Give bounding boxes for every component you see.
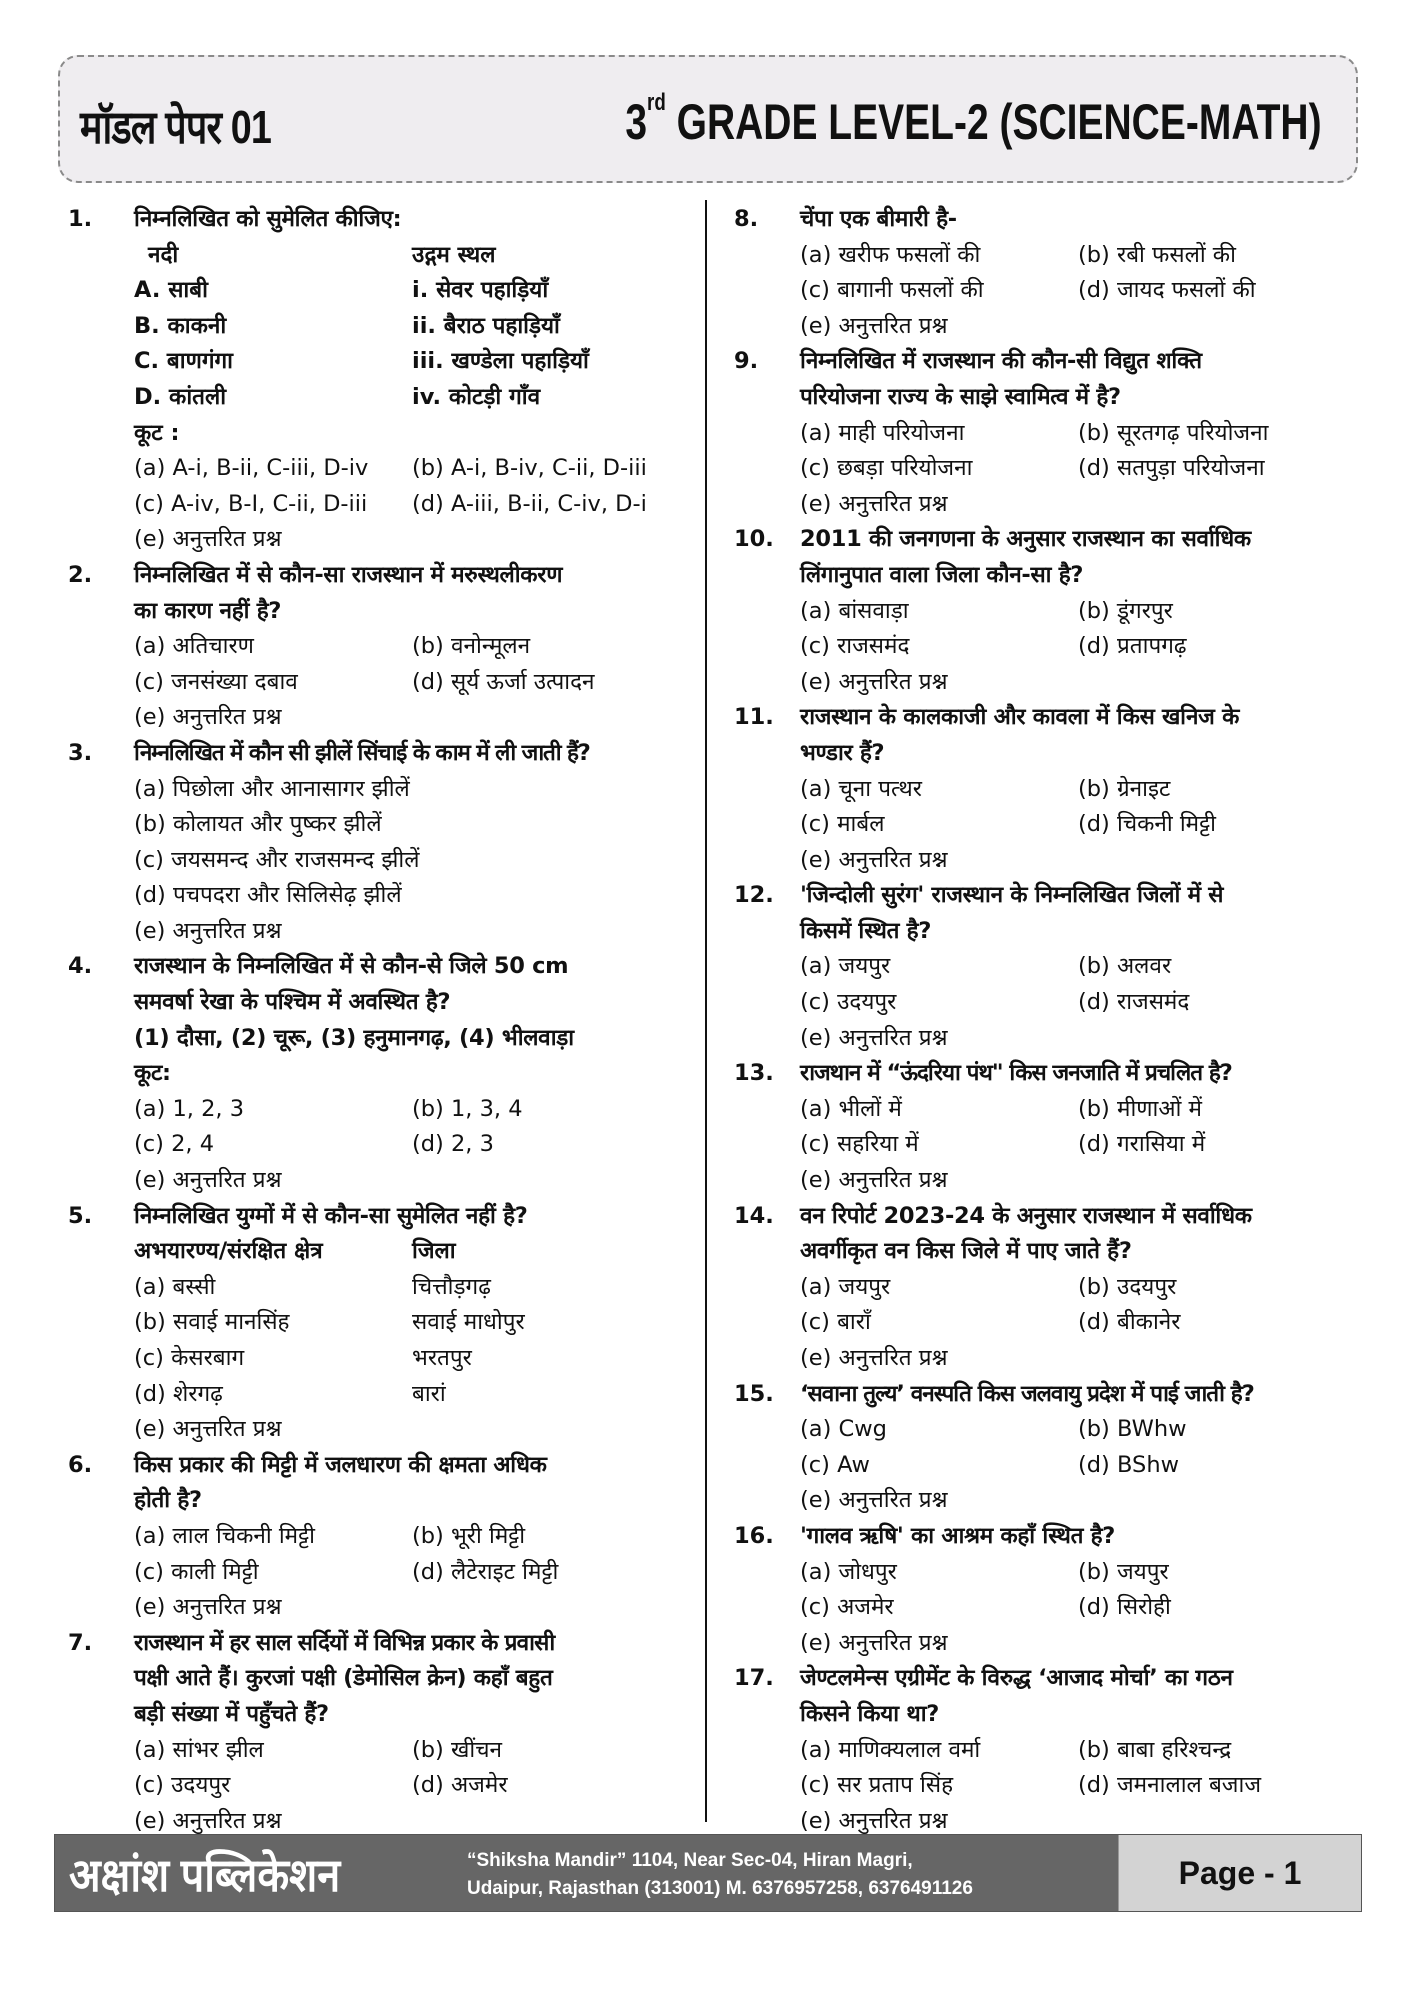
question-15: [726, 1377, 1356, 1519]
option-d[interactable]: (d) शेरगढ़: [134, 1380, 223, 1407]
option-b[interactable]: (b) 1, 3, 4: [412, 1095, 523, 1122]
grade-suffix: rd: [647, 89, 667, 116]
option-a[interactable]: (a) 1, 2, 3: [134, 1095, 245, 1122]
option-c[interactable]: (c) सहरिया में: [800, 1131, 919, 1158]
option-c[interactable]: (c) उदयपुर: [800, 989, 897, 1016]
option-c[interactable]: (c) बाराँ: [800, 1309, 871, 1336]
page-number: Page - 1: [1118, 1835, 1361, 1911]
question-text: राजस्थान के कालकाजी और कावला में किस खनिज के: [800, 704, 1240, 731]
option-c[interactable]: (c) अजमेर: [800, 1594, 894, 1621]
option-d[interactable]: (d) सूर्य ऊर्जा उत्पादन: [412, 668, 595, 695]
option-e[interactable]: (e) अनुत्तरित प्रश्न: [800, 668, 948, 695]
pair-district: सवाई माधोपुर: [412, 1309, 525, 1336]
match-item: iii. खण्डेला पहाड़ियाँ: [412, 348, 589, 375]
question-number: 3.: [68, 739, 93, 766]
column-b-heading: उद्गम स्थल: [412, 241, 496, 268]
option-c[interactable]: (c) सर प्रताप सिंह: [800, 1772, 954, 1799]
option-c[interactable]: (c) 2, 4: [134, 1131, 215, 1158]
option-a[interactable]: (a) माणिक्यलाल वर्मा: [800, 1736, 981, 1763]
option-a[interactable]: (a) Cwg: [800, 1416, 887, 1443]
option-b[interactable]: (b) कोलायत और पुष्कर झीलें: [134, 811, 382, 838]
question-14: [726, 1199, 1356, 1377]
option-b[interactable]: (b) BWhw: [1078, 1416, 1187, 1443]
option-e[interactable]: (e) अनुत्तरित प्रश्न: [134, 1594, 282, 1621]
column-a-heading: अभयारण्य/संरक्षित क्षेत्र: [134, 1238, 323, 1265]
option-e[interactable]: (e) अनुत्तरित प्रश्न: [800, 1629, 948, 1656]
question-text: राजस्थान के निम्नलिखित में से कौन-से जिले 50 cm: [134, 953, 569, 980]
option-b[interactable]: (b) सूरतगढ़ परियोजना: [1078, 419, 1269, 446]
question-number: 17.: [734, 1665, 774, 1692]
option-e[interactable]: (e) अनुत्तरित प्रश्न: [134, 1167, 282, 1194]
question-text: भण्डार हैं?: [800, 739, 885, 766]
option-e[interactable]: (e) अनुत्तरित प्रश्न: [800, 490, 948, 517]
question-text: निम्नलिखित में कौन सी झीलें सिंचाई के काम में ली जाती हैं?: [134, 739, 590, 766]
question-number: 11.: [734, 704, 774, 731]
page-header: [58, 55, 1358, 183]
option-b[interactable]: (b) डूंगरपुर: [1078, 597, 1173, 624]
option-b[interactable]: (b) मीणाओं में: [1078, 1095, 1202, 1122]
question-text: वन रिपोर्ट 2023-24 के अनुसार राजस्थान में सर्वाधिक: [800, 1202, 1252, 1229]
question-text: का कारण नहीं है?: [134, 597, 282, 624]
option-c[interactable]: (c) Aw: [800, 1451, 870, 1478]
option-d[interactable]: (d) अजमेर: [412, 1772, 508, 1799]
option-e[interactable]: (e) अनुत्तरित प्रश्न: [800, 1487, 948, 1514]
koot-label: कूट :: [134, 419, 180, 446]
option-c[interactable]: (c) केसरबाग: [134, 1345, 245, 1371]
grade-level-text: GRADE LEVEL-2 (SCIENCE-MATH): [666, 94, 1322, 150]
pair-district: चित्तौड़गढ़: [412, 1273, 491, 1300]
question-text: किसने किया था?: [800, 1700, 940, 1727]
option-e[interactable]: (e) अनुत्तरित प्रश्न: [134, 1807, 282, 1834]
option-b[interactable]: (b) सवाई मानसिंह: [134, 1309, 290, 1336]
option-e[interactable]: (e) अनुत्तरित प्रश्न: [800, 1167, 948, 1194]
option-c[interactable]: (c) उदयपुर: [134, 1772, 231, 1799]
option-d[interactable]: (d) जमनालाल बजाज: [1078, 1772, 1262, 1799]
page-footer: [54, 1834, 1362, 1912]
question-4: [60, 949, 690, 1198]
option-d[interactable]: (d) पचपदरा और सिलिसेढ़ झीलें: [134, 882, 402, 909]
option-c[interactable]: (c) A-iv, B-I, C-ii, D-iii: [134, 490, 368, 517]
publisher-address: [467, 1847, 973, 1903]
column-divider: [705, 200, 707, 1822]
option-c[interactable]: (c) मार्बल: [800, 811, 885, 838]
question-text: लिंगानुपात वाला जिला कौन-सा है?: [800, 561, 1084, 588]
question-number: 12.: [734, 882, 774, 909]
option-a[interactable]: (a) बांसवाड़ा: [800, 597, 909, 624]
question-9: [726, 344, 1356, 522]
match-item: iv. कोटड़ी गाँव: [412, 383, 541, 410]
question-text: निम्नलिखित युग्मों में से कौन-सा सुमेलित नहीं है?: [134, 1202, 528, 1229]
question-17: [726, 1661, 1356, 1839]
option-d[interactable]: (d) लैटेराइट मिट्टी: [412, 1558, 559, 1585]
option-b[interactable]: (b) ग्रेनाइट: [1078, 775, 1171, 802]
option-e[interactable]: (e) अनुत्तरित प्रश्न: [800, 312, 948, 339]
option-e[interactable]: (e) अनुत्तरित प्रश्न: [134, 704, 282, 731]
option-d[interactable]: (d) जायद फसलों की: [1078, 277, 1256, 304]
option-d[interactable]: (d) बीकानेर: [1078, 1309, 1181, 1336]
question-3: [60, 736, 690, 950]
question-number: 6.: [68, 1451, 93, 1478]
question-8: [726, 202, 1356, 344]
match-item: A. साबी: [134, 277, 208, 304]
option-b[interactable]: (b) भूरी मिट्टी: [412, 1522, 526, 1549]
option-c[interactable]: (c) जनसंख्या दबाव: [134, 668, 298, 695]
option-b[interactable]: (b) खींचन: [412, 1736, 502, 1763]
question-text: पक्षी आते हैं। कुरजां पक्षी (डेमोसिल क्रेन) कहाँ बहुत: [134, 1665, 553, 1692]
question-number: 15.: [734, 1380, 774, 1407]
question-text: बड़ी संख्या में पहुँचते हैं?: [134, 1700, 329, 1727]
option-b[interactable]: (b) A-i, B-iv, C-ii, D-iii: [412, 455, 647, 482]
question-text: निम्नलिखित में राजस्थान की कौन-सी विद्युत शक्ति: [800, 348, 1202, 375]
option-a[interactable]: (a) माही परियोजना: [800, 419, 965, 446]
option-d[interactable]: (d) चिकनी मिट्टी: [1078, 811, 1216, 838]
option-e[interactable]: (e) अनुत्तरित प्रश्न: [134, 526, 282, 553]
question-text: चेंपा एक बीमारी है-: [800, 206, 957, 232]
question-13: [726, 1056, 1356, 1198]
option-a[interactable]: (a) लाल चिकनी मिट्टी: [134, 1522, 315, 1549]
left-column: [60, 202, 690, 1839]
grade-level-title: [625, 89, 1322, 151]
question-text: निम्नलिखित में से कौन-सा राजस्थान में मरुस्थलीकरण: [134, 561, 563, 588]
address-line-2: Udaipur, Rajasthan (313001) M. 6376957258, 6376491126: [467, 1878, 973, 1899]
option-e[interactable]: (e) अनुत्तरित प्रश्न: [134, 1416, 282, 1443]
option-b[interactable]: (b) उदयपुर: [1078, 1273, 1177, 1300]
option-c[interactable]: (c) छबड़ा परियोजना: [800, 455, 973, 482]
option-b[interactable]: (b) वनोन्मूलन: [412, 633, 531, 660]
option-d[interactable]: (d) गरासिया में: [1078, 1131, 1206, 1158]
match-item: i. सेवर पहाड़ियाँ: [412, 277, 549, 304]
model-paper-title: मॉडल पेपर 01: [80, 101, 272, 153]
question-text: किसमें स्थित है?: [800, 917, 932, 944]
match-item: ii. बैराठ पहाड़ियाँ: [412, 312, 560, 339]
option-d[interactable]: (d) सिरोही: [1078, 1594, 1171, 1621]
question-1: [60, 202, 690, 558]
publisher-logo: अक्षांश पब्लिकेशन: [69, 1849, 341, 1901]
question-10: [726, 522, 1356, 700]
option-a[interactable]: (a) भीलों में: [800, 1095, 902, 1122]
option-c[interactable]: (c) राजसमंद: [800, 633, 910, 660]
question-2: [60, 558, 690, 736]
option-a[interactable]: (a) पिछोला और आनासागर झीलें: [134, 775, 410, 802]
option-d[interactable]: (d) प्रतापगढ़: [1078, 633, 1187, 660]
question-number: 4.: [68, 953, 93, 980]
option-a[interactable]: (a) सांभर झील: [134, 1736, 264, 1763]
question-text: होती है?: [134, 1487, 202, 1514]
question-number: 2.: [68, 561, 93, 588]
match-item: B. काकनी: [134, 312, 227, 339]
question-number: 13.: [734, 1060, 774, 1087]
question-number: 1.: [68, 206, 93, 232]
option-a[interactable]: (a) A-i, B-ii, C-iii, D-iv: [134, 455, 369, 482]
option-d[interactable]: (d) A-iii, B-ii, C-iv, D-i: [412, 490, 647, 517]
option-a[interactable]: (a) चूना पत्थर: [800, 775, 923, 802]
question-11: [726, 700, 1356, 878]
option-b[interactable]: (b) जयपुर: [1078, 1558, 1169, 1585]
option-c[interactable]: (c) जयसमन्द और राजसमन्द झीलें: [134, 846, 420, 873]
option-e[interactable]: (e) अनुत्तरित प्रश्न: [800, 1807, 948, 1834]
koot-label: कूट:: [134, 1060, 171, 1087]
question-7: [60, 1626, 690, 1840]
question-text: समवर्षा रेखा के पश्चिम में अवस्थित है?: [134, 989, 451, 1016]
question-number: 14.: [734, 1202, 774, 1229]
match-item: C. बाणगंगा: [134, 348, 233, 375]
option-d[interactable]: (d) BShw: [1078, 1451, 1179, 1478]
question-text: ‘सवाना तुल्य’ वनस्पति किस जलवायु प्रदेश में पाई जाती है?: [800, 1380, 1254, 1407]
right-column: [726, 202, 1356, 1839]
question-text: राजस्थान में हर साल सर्दियों में विभिन्न प्रकार के प्रवासी: [134, 1629, 555, 1656]
option-a[interactable]: (a) खरीफ फसलों की: [800, 241, 981, 268]
option-b[interactable]: (b) रबी फसलों की: [1078, 241, 1236, 268]
question-text: 'गालव ऋषि' का आश्रम कहाँ स्थित है?: [800, 1522, 1116, 1549]
question-number: 7.: [68, 1629, 93, 1656]
option-c[interactable]: (c) काली मिट्टी: [134, 1558, 259, 1585]
question-number: 10.: [734, 526, 774, 553]
option-a[interactable]: (a) जयपुर: [800, 953, 891, 980]
question-text: राजथान में “ऊंदरिया पंथ" किस जनजाति में प्रचलित है?: [800, 1060, 1232, 1087]
address-line-1: “Shiksha Mandir” 1104, Near Sec-04, Hiran Magri,: [467, 1850, 913, 1871]
question-number: 16.: [734, 1522, 774, 1549]
option-c[interactable]: (c) बागानी फसलों की: [800, 277, 984, 304]
option-b[interactable]: (b) बाबा हरिश्चन्द्र: [1078, 1736, 1232, 1763]
option-e[interactable]: (e) अनुत्तरित प्रश्न: [800, 846, 948, 873]
option-a[interactable]: (a) बस्सी: [134, 1273, 216, 1300]
column-b-heading: जिला: [412, 1238, 456, 1265]
question-text: निम्नलिखित को सुमेलित कीजिए:: [134, 206, 402, 232]
grade-number: 3: [625, 94, 648, 150]
option-d[interactable]: (d) सतपुड़ा परियोजना: [1078, 455, 1265, 482]
question-number: 8.: [734, 206, 759, 232]
question-text: 'जिन्दोली सुरंग' राजस्थान के निम्नलिखित जिलों में से: [800, 882, 1224, 909]
option-d[interactable]: (d) राजसमंद: [1078, 989, 1190, 1016]
question-16: [726, 1519, 1356, 1661]
question-text: अवर्गीकृत वन किस जिले में पाए जाते हैं?: [800, 1238, 1132, 1265]
option-a[interactable]: (a) जयपुर: [800, 1273, 891, 1300]
question-text: किस प्रकार की मिट्टी में जलधारण की क्षमता अधिक: [134, 1451, 547, 1478]
option-a[interactable]: (a) अतिचारण: [134, 633, 254, 660]
question-6: [60, 1448, 690, 1626]
option-e[interactable]: (e) अनुत्तरित प्रश्न: [134, 917, 282, 944]
pair-district: बारां: [412, 1380, 446, 1407]
option-b[interactable]: (b) अलवर: [1078, 953, 1172, 980]
question-5: [60, 1199, 690, 1448]
column-a-heading: नदी: [148, 241, 179, 268]
match-item: D. कांतली: [134, 383, 227, 410]
question-number: 9.: [734, 348, 759, 375]
question-12: [726, 878, 1356, 1056]
option-d[interactable]: (d) 2, 3: [412, 1131, 494, 1158]
option-e[interactable]: (e) अनुत्तरित प्रश्न: [800, 1345, 948, 1371]
question-text: परियोजना राज्य के साझे स्वामित्व में है?: [800, 383, 1121, 410]
pair-district: भरतपुर: [412, 1345, 472, 1371]
option-a[interactable]: (a) जोधपुर: [800, 1558, 897, 1585]
question-text: 2011 की जनगणना के अनुसार राजस्थान का सर्वाधिक: [800, 526, 1251, 553]
question-number: 5.: [68, 1202, 93, 1229]
question-text: जेण्टलमेन्स एग्रीमेंट के विरुद्ध ‘आजाद मोर्चा’ का गठन: [800, 1665, 1233, 1692]
option-e[interactable]: (e) अनुत्तरित प्रश्न: [800, 1024, 948, 1051]
question-statements: (1) दौसा, (2) चूरू, (3) हनुमानगढ़, (4) भीलवाड़ा: [134, 1024, 574, 1051]
